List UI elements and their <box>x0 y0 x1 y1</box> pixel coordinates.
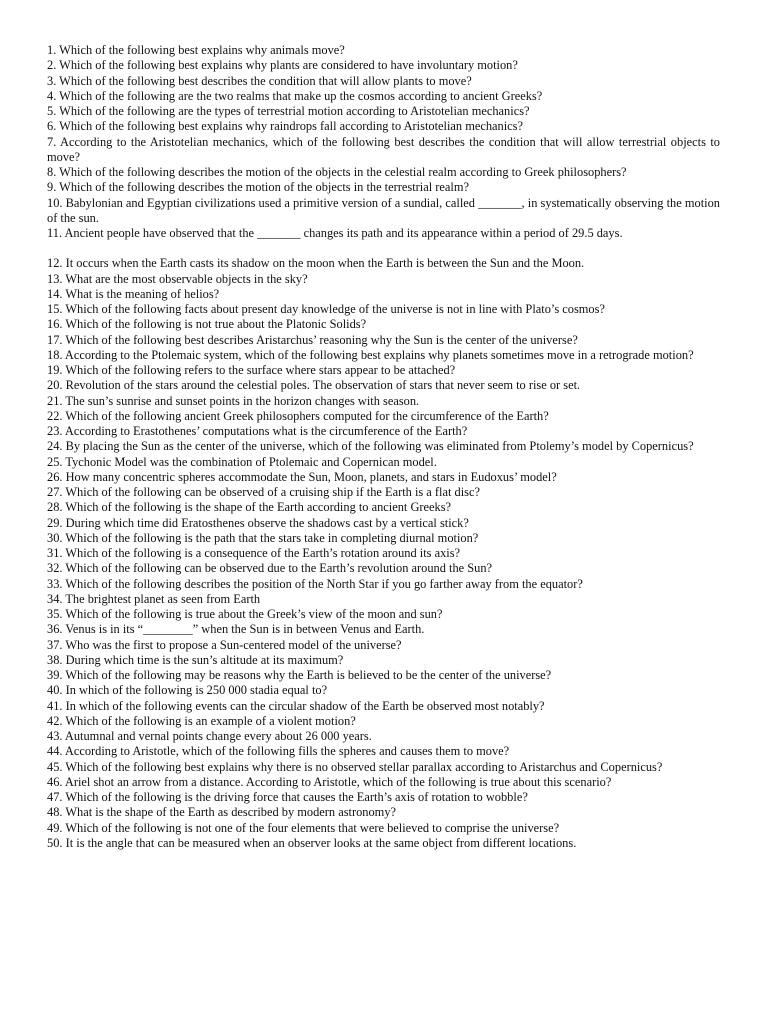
question-11: 11. Ancient people have observed that the _______ changes its path and its appearance within a period of 29.5 days. <box>47 226 623 240</box>
question-39: 39. Which of the following may be reasons why the Earth is believed to be the center of the universe? <box>47 668 552 682</box>
question-41: 41. In which of the following events can the circular shadow of the Earth be observed most notably? <box>47 698 545 713</box>
question-8: 8. Which of the following describes the motion of the objects in the celestial realm according to Greek philosophers? <box>47 165 627 179</box>
question-50: 50. It is the angle that can be measured when an observer looks at the same object from different locations. <box>47 835 577 850</box>
question-33: 33. Which of the following describes the position of the North Star if you go farther away from the equator? <box>47 576 583 591</box>
question-40: 40. In which of the following is 250 000 stadia equal to? <box>47 683 328 698</box>
question-19: 19. Which of the following refers to the surface where stars appear to be attached? <box>47 363 456 377</box>
question-26: 26. How many concentric spheres accommodate the Sun, Moon, planets, and stars in Eudoxus’ model? <box>47 469 557 484</box>
question-31: 31. Which of the following is a consequence of the Earth’s rotation around its axis? <box>47 546 461 560</box>
question-17: 17. Which of the following best describes Aristarchus’ reasoning why the Sun is the center of the universe? <box>47 332 578 347</box>
question-45: 45. Which of the following best explains why there is no observed stellar parallax according to Aristarchus and Copernicus? <box>47 759 663 774</box>
section-gap <box>47 241 720 256</box>
question-32: 32. Which of the following can be observed due to the Earth’s revolution around the Sun? <box>47 561 493 576</box>
question-49: 49. Which of the following is not one of the four elements that were believed to comprise the universe? <box>47 820 560 835</box>
question-37: 37. Who was the first to propose a Sun-centered model of the universe? <box>47 637 402 652</box>
question-27: 27. Which of the following can be observed of a cruising ship if the Earth is a flat disc? <box>47 485 480 499</box>
question-36: 36. Venus is in its “________” when the Sun is in between Venus and Earth. <box>47 622 425 637</box>
question-6: 6. Which of the following best explains why raindrops fall according to Aristotelian mechanics? <box>47 119 523 134</box>
question-9: 9. Which of the following describes the motion of the objects in the terrestrial realm? <box>47 180 469 195</box>
question-7: 7. According to the Aristotelian mechanics, which of the following best describes the condition that will allow terrestrial objects to move? <box>47 134 720 164</box>
question-10: 10. Babylonian and Egyptian civilizations used a primitive version of a sundial, called _______, in systematically observing the motion of the sun. <box>47 195 720 225</box>
question-2: 2. Which of the following best explains why plants are considered to have involuntary motion? <box>47 58 518 73</box>
question-29: 29. During which time did Eratosthenes observe the shadows cast by a vertical stick? <box>47 515 469 530</box>
question-12: 12. It occurs when the Earth casts its shadow on the moon when the Earth is between the Sun and the Moon. <box>47 256 585 271</box>
question-13: 13. What are the most observable objects in the sky? <box>47 271 308 286</box>
question-14: 14. What is the meaning of helios? <box>47 286 220 301</box>
question-20: 20. Revolution of the stars around the celestial poles. The observation of stars that never seem to rise or set. <box>47 378 581 393</box>
question-18: 18. According to the Ptolemaic system, which of the following best explains why planets sometimes move in a retrograde motion? <box>47 347 694 362</box>
question-48: 48. What is the shape of the Earth as described by modern astronomy? <box>47 805 397 820</box>
question-1: 1. Which of the following best explains why animals move? <box>47 43 345 57</box>
question-30: 30. Which of the following is the path that the stars take in completing diurnal motion? <box>47 530 479 545</box>
question-28: 28. Which of the following is the shape of the Earth according to ancient Greeks? <box>47 500 452 515</box>
question-4: 4. Which of the following are the two realms that make up the cosmos according to ancient Greeks? <box>47 88 543 103</box>
question-46: 46. Ariel shot an arrow from a distance. According to Aristotle, which of the following is true about this scenario? <box>47 774 612 789</box>
question-list <box>47 43 720 851</box>
question-5: 5. Which of the following are the types of terrestrial motion according to Aristotelian mechanics? <box>47 104 530 118</box>
question-22: 22. Which of the following ancient Greek philosophers computed for the circumference of the Earth? <box>47 408 549 423</box>
question-3: 3. Which of the following best describes the condition that will allow plants to move? <box>47 73 472 88</box>
question-23: 23. According to Erastothenes’ computations what is the circumference of the Earth? <box>47 424 468 438</box>
question-43: 43. Autumnal and vernal points change every about 26 000 years. <box>47 729 372 743</box>
question-44: 44. According to Aristotle, which of the following fills the spheres and causes them to move? <box>47 744 510 759</box>
question-15: 15. Which of the following facts about present day knowledge of the universe is not in line with Plato’s cosmos? <box>47 302 605 316</box>
question-47: 47. Which of the following is the driving force that causes the Earth’s axis of rotation to wobble? <box>47 790 528 804</box>
question-16: 16. Which of the following is not true about the Platonic Solids? <box>47 317 367 332</box>
question-42: 42. Which of the following is an example of a violent motion? <box>47 713 356 728</box>
question-25: 25. Tychonic Model was the combination of Ptolemaic and Copernican model. <box>47 454 437 469</box>
question-21: 21. The sun’s sunrise and sunset points in the horizon changes with season. <box>47 393 420 408</box>
question-24: 24. By placing the Sun as the center of the universe, which of the following was eliminated from Ptolemy’s model by Copernicus? <box>47 439 694 454</box>
question-35: 35. Which of the following is true about the Greek’s view of the moon and sun? <box>47 607 443 621</box>
question-34: 34. The brightest planet as seen from Earth <box>47 591 261 606</box>
question-38: 38. During which time is the sun’s altitude at its maximum? <box>47 652 344 667</box>
